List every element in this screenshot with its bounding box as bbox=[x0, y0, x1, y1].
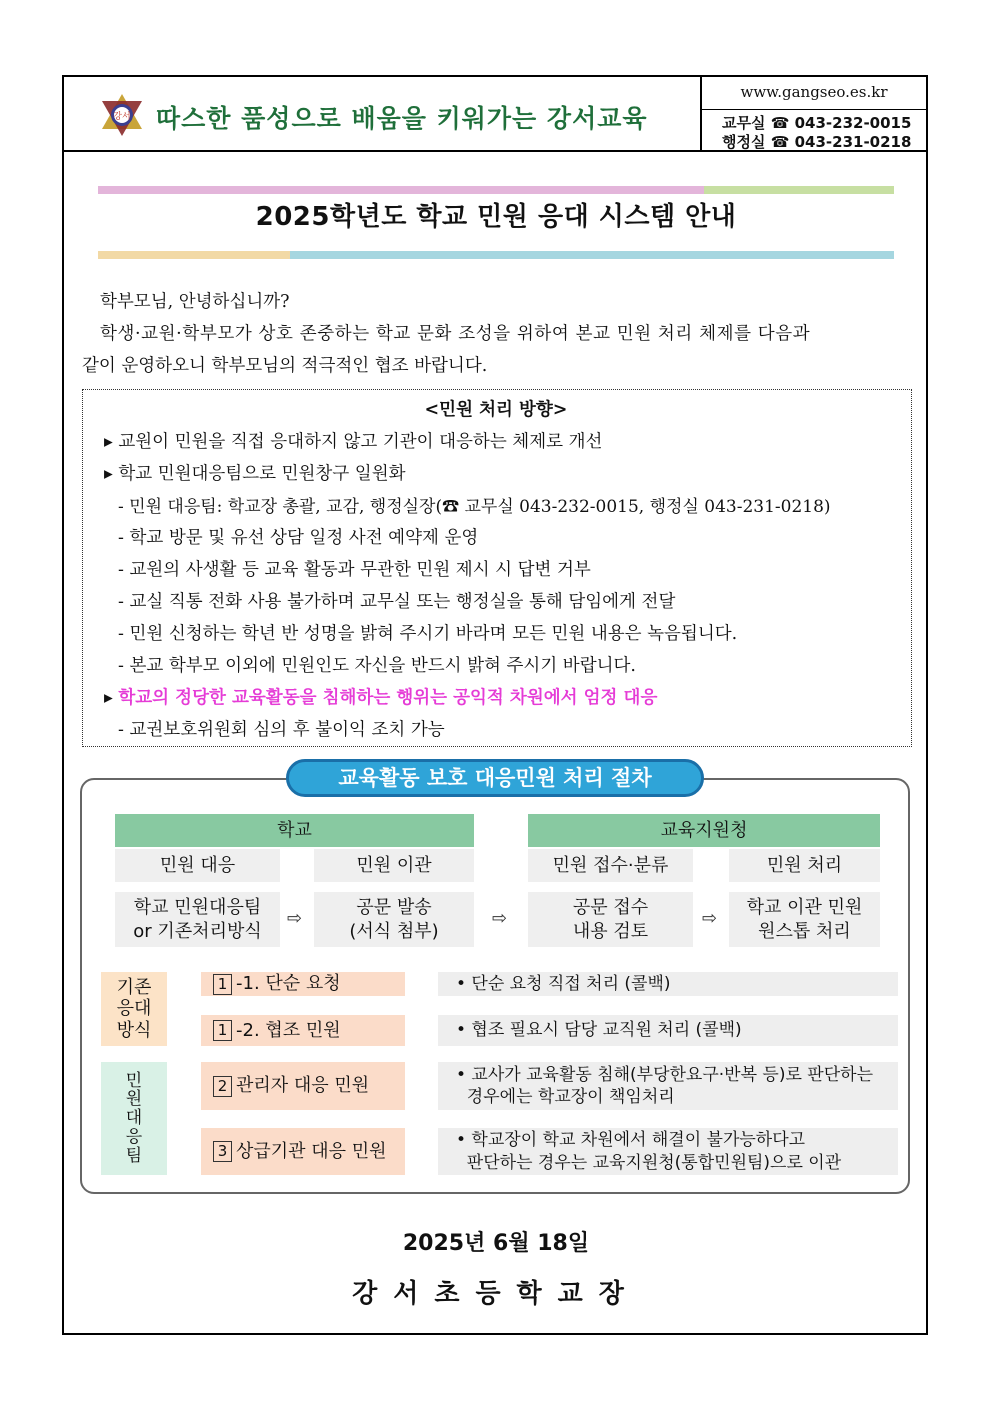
direction-item-4: - 교원의 사생활 등 교육 활동과 무관한 민원 제시 시 답변 거부 bbox=[118, 560, 591, 580]
desc-row-1 bbox=[438, 972, 898, 996]
action-1-text: 학교 민원대응팀 or 기존처리방식 bbox=[133, 897, 262, 942]
direction-item-2: - 민원 대응팀: 학교장 총괄, 교감, 행정실장(☎ 교무실 043-232-0015, 행정실 043-231-0218) bbox=[118, 497, 831, 517]
action-4 bbox=[729, 892, 880, 947]
group-existing bbox=[101, 972, 167, 1046]
direction-item-3: - 학교 방문 및 유선 상담 일정 사전 예약제 운영 bbox=[118, 528, 479, 548]
arrow-right-icon: ⇨ bbox=[287, 908, 303, 929]
desc-text: • 협조 필요시 담당 교직원 처리 (콜백) bbox=[456, 1020, 742, 1041]
direction-warning: 학교의 정당한 교육활동을 침해하는 행위는 공익적 차원에서 엄정 대응 bbox=[118, 688, 658, 708]
request-label: 관리자 대응 민원 bbox=[236, 1075, 370, 1097]
direction-last: - 교권보호위원회 심의 후 불이익 조치 가능 bbox=[118, 720, 445, 740]
action-2 bbox=[314, 892, 474, 947]
desc-text: • 단순 요청 직접 처리 (콜백) bbox=[456, 973, 671, 994]
num-badge: 2 bbox=[213, 1076, 232, 1097]
direction-item-5: - 교실 직통 전화 사용 불가하며 교무실 또는 행정실을 통해 담임에게 전달 bbox=[118, 592, 676, 612]
action-4-text: 학교 이관 민원 원스톱 처리 bbox=[746, 897, 863, 942]
step-2: 민원 이관 bbox=[314, 849, 474, 882]
header-left bbox=[62, 75, 702, 150]
request-row-4 bbox=[201, 1128, 405, 1175]
greeting: 학부모님, 안녕하십니까? bbox=[100, 292, 290, 312]
direction-item-6: - 민원 신청하는 학년 반 성명을 밝혀 주시기 바라며 모든 민원 내용은 녹음됩니다. bbox=[118, 624, 738, 644]
group-team bbox=[101, 1062, 167, 1175]
document-date: 2025년 6월 18일 bbox=[402, 1231, 590, 1256]
num-badge: 1 bbox=[213, 974, 232, 995]
direction-item-0: ▸ 교원이 민원을 직접 응대하지 않고 기관이 대응하는 체제로 개선 bbox=[104, 432, 603, 452]
request-row-2 bbox=[201, 1015, 405, 1046]
desc-row-3 bbox=[438, 1062, 898, 1110]
office-phone-1: 교무실 ☎ 043-232-0015 bbox=[722, 114, 912, 132]
direction-heading: <민원 처리 방향> bbox=[424, 400, 568, 420]
action-3-text: 공문 접수 내용 검토 bbox=[572, 897, 649, 942]
desc-text: • 학교장이 학교 차원에서 해결이 불가능하다고 판단하는 경우는 교육지원청(통합민원팀)으로 이관 bbox=[456, 1130, 842, 1173]
num-badge: 1 bbox=[213, 1020, 232, 1041]
office-header: 교육지원청 bbox=[528, 814, 880, 847]
num-badge: 3 bbox=[213, 1141, 232, 1162]
direction-item-1: ▸ 학교 민원대응팀으로 민원창구 일원화 bbox=[104, 464, 406, 484]
group-team-text: 민 원 대 응 팀 bbox=[125, 1070, 143, 1166]
request-label: -1. 단순 요청 bbox=[236, 973, 341, 995]
title-bar-bottom-yellow bbox=[98, 251, 290, 259]
arrow-right-icon: ⇨ bbox=[492, 908, 508, 929]
action-3 bbox=[528, 892, 693, 947]
request-label: -2. 협조 민원 bbox=[236, 1019, 341, 1041]
desc-row-2 bbox=[438, 1015, 898, 1046]
step-3: 민원 접수·분류 bbox=[528, 849, 693, 882]
title-bar-bottom-blue bbox=[290, 251, 894, 259]
school-header: 학교 bbox=[115, 814, 474, 847]
direction-item-7: - 본교 학부모 이외에 민원인도 자신을 반드시 밝혀 주시기 바랍니다. bbox=[118, 656, 636, 676]
school-url[interactable]: www.gangseo.es.kr bbox=[702, 75, 926, 110]
desc-row-4 bbox=[438, 1128, 898, 1175]
title-bar-top-green bbox=[704, 186, 894, 194]
desc-text: • 교사가 교육활동 침해(부당한요구·반복 등)로 판단하는 경우에는 학교장이 책임처리 bbox=[456, 1064, 873, 1107]
intro-line-2: 같이 운영하오니 학부모님의 적극적인 협조 바랍니다. bbox=[82, 356, 488, 376]
title-bar-top-pink bbox=[98, 186, 704, 194]
request-label: 상급기관 대응 민원 bbox=[236, 1140, 387, 1162]
header-right bbox=[702, 75, 926, 150]
slogan: 따스한 품성으로 배움을 키워가는 강서교육 bbox=[156, 104, 648, 133]
office-phone-2: 행정실 ☎ 043-231-0218 bbox=[722, 133, 912, 151]
intro-line-1: 학생·교원·학부모가 상호 존중하는 학교 문화 조성을 위하여 본교 민원 처리 체제를 다음과 bbox=[100, 324, 811, 344]
warning-bullet: ▸ bbox=[104, 688, 113, 708]
logo-text: 강서 bbox=[113, 112, 131, 122]
request-row-1 bbox=[201, 972, 405, 996]
action-1 bbox=[115, 892, 280, 947]
procedure-title: 교육활동 보호 대응민원 처리 절차 bbox=[286, 759, 704, 797]
signature: 강서초등학교장 bbox=[352, 1279, 640, 1309]
page-title: 2025학년도 학교 민원 응대 시스템 안내 bbox=[255, 202, 737, 232]
school-logo-icon bbox=[100, 93, 144, 137]
direction-warning-line bbox=[104, 684, 657, 709]
header bbox=[62, 75, 928, 152]
action-2-text: 공문 발송 (서식 첨부) bbox=[349, 897, 439, 942]
step-1: 민원 대응 bbox=[115, 849, 280, 882]
arrow-right-icon: ⇨ bbox=[702, 908, 718, 929]
request-row-3 bbox=[201, 1062, 405, 1110]
step-4: 민원 처리 bbox=[729, 849, 880, 882]
group-existing-text: 기존 응대 방식 bbox=[116, 976, 152, 1041]
